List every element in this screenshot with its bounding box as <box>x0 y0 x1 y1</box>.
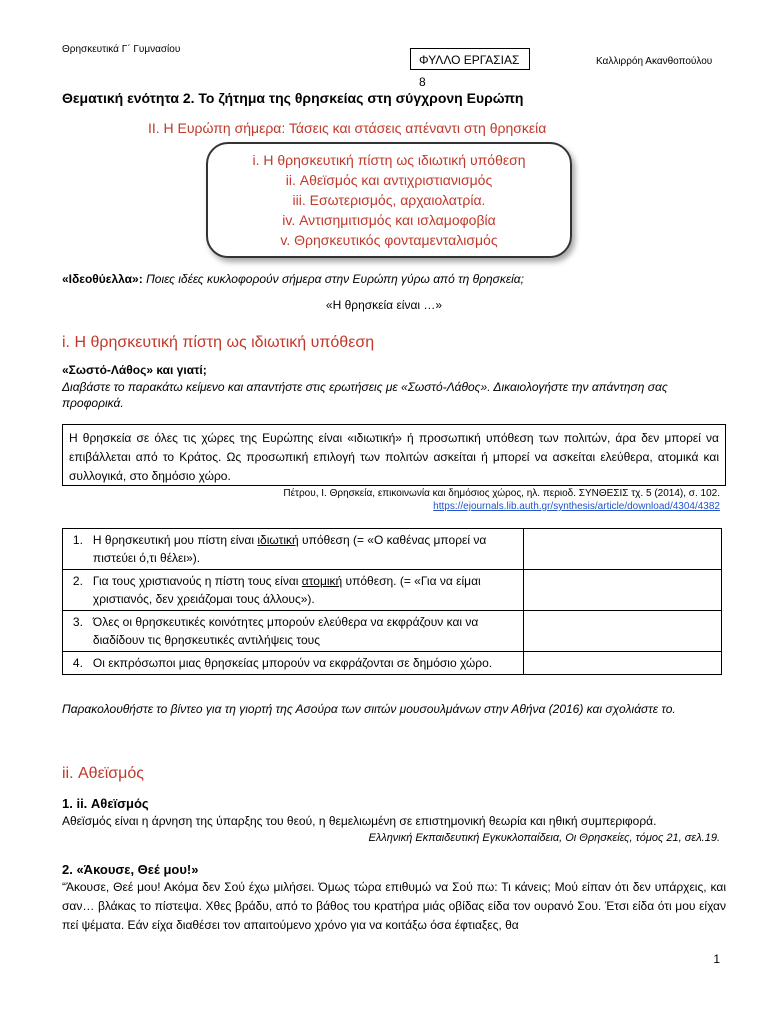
table-row <box>63 570 722 611</box>
table-row <box>63 611 722 652</box>
answer-cell[interactable] <box>524 611 722 652</box>
brainstorm-line <box>62 272 524 286</box>
table-row <box>63 652 722 675</box>
topic-item: iv. Αντισημιτισμός και ισλαμοφοβία <box>282 212 496 228</box>
table-row <box>63 529 722 570</box>
statement-number: 1. <box>63 529 87 570</box>
part2-heading: ii. Αθεϊσμός <box>62 765 144 782</box>
topic-item: i. Η θρησκευτική πίστη ως ιδιωτική υπόθεση <box>252 152 526 168</box>
statement-text: Για τους χριστιανούς η πίστη τους είναι ατομική υπόθεση. (= «Για να είμαι χριστιανός, δεν χρειάζομαι τους άλλους»). <box>87 570 524 611</box>
topic-item: ii. Αθεϊσμός και αντιχριστιανισμός <box>285 172 493 188</box>
atheism-citation: Ελληνική Εκπαιδευτική Εγκυκλοπαίδεια, Οι Θρησκείες, τόμος 21, σελ.19. <box>368 832 720 844</box>
statement-number: 2. <box>63 570 87 611</box>
statement-text: Η θρησκευτική μου πίστη είναι ιδιωτική υπόθεση (= «Ο καθένας μπορεί να πιστεύει ό,τι θέλει»). <box>87 529 524 570</box>
answer-cell[interactable] <box>524 570 722 611</box>
statement-number: 4. <box>63 652 87 675</box>
listen-god-text: “Άκουσε, Θεέ μου! Ακόμα δεν Σού έχω μιλήσει. Όμως τώρα επιθυμώ να Σού πω: Τι κάνεις; Μού είπαν ότι δεν υπάρχεις, και σαν… βλάκας το πίστεψα. Χθες βράδυ, από το βάθος του κρατήρα μιάς οβίδας είδα τον ουρανό Σου. Έτσι είδα ότι μου είχαν πεί ψέματα. Εάν είχα διαθέσει τον απαιτούμενο χρόνο για να κοιτάξω όσα έφτιαξες, θα <box>62 880 726 932</box>
header-subject: Θρησκευτικά Γ΄ Γυμνασίου <box>62 44 181 55</box>
header-author: Καλλιρρόη Ακανθοπούλου <box>596 56 713 67</box>
page-number: 1 <box>713 952 720 966</box>
atheism-definition: Αθεϊσμός είναι η άρνηση της ύπαρξης του θεού, η θεμελιωμένη σε επιστημονική θεωρία και ηθική συμπεριφορά. <box>62 814 657 828</box>
statement-text: Οι εκπρόσωποι μιας θρησκείας μπορούν να εκφράζονται σε δημόσιο χώρο. <box>87 652 524 675</box>
quote-box: Η θρησκεία σε όλες τις χώρες της Ευρώπης είναι «ιδιωτική» ή προσωπική υπόθεση των πολιτών, άρα δεν μπορεί να επιβάλλεται από το Κράτος. Ως προσωπική επιλογή των πολιτών ασκείται ή μπορεί να ασκείται ελεύθερα, ατομικά και συλλογικά, στο δημόσιο χώρο. <box>62 424 726 486</box>
statement-text: Όλες οι θρησκευτικές κοινότητες μπορούν ελεύθερα να εκφράζουν και να διαδίδουν τις θρησκευτικές αντιλήψεις τους <box>87 611 524 652</box>
section-title: ΙΙ. Η Ευρώπη σήμερα: Τάσεις και στάσεις απέναντι στη θρησκεία <box>148 120 547 136</box>
part1-heading: i. Η θρησκευτική πίστη ως ιδιωτική υπόθεση <box>62 334 375 351</box>
true-false-title: «Σωστό-Λάθος» και γιατί; <box>62 363 207 377</box>
answer-cell[interactable] <box>524 529 722 570</box>
video-instruction: Παρακολουθήστε το βίντεο για τη γιορτή της Ασούρα των σιιτών μουσουλμάνων στην Αθήνα (2016) και σχολιάστε το. <box>62 702 676 716</box>
true-false-table <box>62 528 722 675</box>
brainstorm-label: «Ιδεοθύελλα»: <box>62 272 143 286</box>
atheism-item-title: 1. ii. Αθεϊσμός <box>62 796 149 811</box>
theme-title: Θεματική ενότητα 2. Το ζήτημα της θρησκείας στη σύγχρονη Ευρώπη <box>62 90 524 106</box>
topic-item: iii. Εσωτερισμός, αρχαιολατρία. <box>292 192 486 208</box>
religion-is-prompt: «Η θρησκεία είναι …» <box>325 298 443 312</box>
statement-number: 3. <box>63 611 87 652</box>
topic-item: v. Θρησκευτικός φονταμενταλισμός <box>280 232 498 248</box>
true-false-instructions: Διαβάστε το παρακάτω κείμενο και απαντήστε στις ερωτήσεις με «Σωστό-Λάθος». Δικαιολογήστε την απάντηση σας προφορικά. <box>62 380 668 410</box>
quote-citation: Πέτρου, Ι. Θρησκεία, επικοινωνία και δημόσιος χώρος, ηλ. περιοδ. ΣΥΝΘΕΣΙΣ τχ. 5 (2014), σ. 102. <box>283 488 720 499</box>
brainstorm-question: Ποιες ιδέες κυκλοφορούν σήμερα στην Ευρώπη γύρω από τη θρησκεία; <box>146 272 524 286</box>
worksheet-label: ΦΥΛΛΟ ΕΡΓΑΣΙΑΣ 8 <box>410 48 530 70</box>
source-link[interactable]: https://ejournals.lib.auth.gr/synthesis/article/download/4304/4382 <box>433 501 720 512</box>
topics-box <box>206 142 572 258</box>
answer-cell[interactable] <box>524 652 722 675</box>
listen-god-title: 2. «Άκουσε, Θεέ μου!» <box>62 862 199 877</box>
